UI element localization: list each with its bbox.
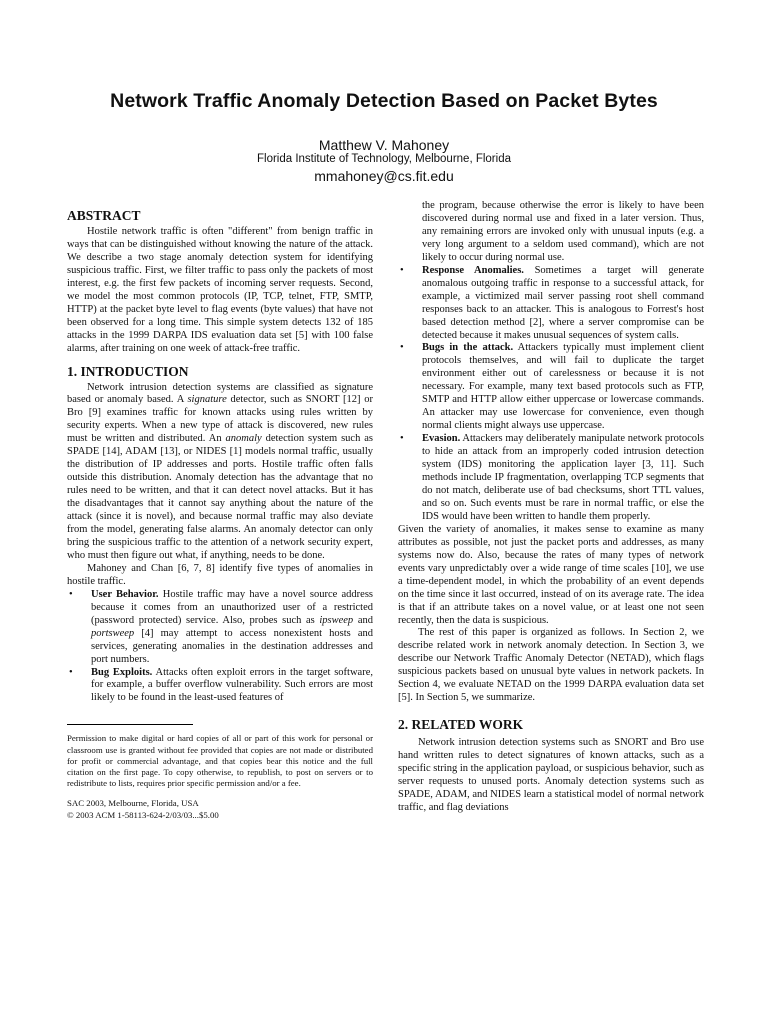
- bullet-icon: •: [400, 433, 404, 445]
- anomaly-types-list-continued: [398, 265, 704, 524]
- author-email: mmahoney@cs.fit.edu: [314, 168, 454, 184]
- anomaly-term: anomaly: [225, 433, 262, 445]
- introduction-heading: 1. INTRODUCTION: [67, 363, 189, 379]
- list-item: • Bugs in the attack. Attackers typically must implement client protocols themselves, and will fail to duplicate the target environment either out of carelessness or because it is not necessary. For example, many text based protocols such as FTP, SMTP and HTTP allow either uppercase or lowercase commands. An attacker may use lowercase for convenience, even though normal clients might always use uppercase.: [400, 342, 704, 432]
- list-item: • Bug Exploits. Attacks often exploit errors in the target software, for example, a buffer overflow vulnerability. Such errors are most likely to be found in the least-used features of: [69, 666, 373, 704]
- related-work-heading: 2. RELATED WORK: [398, 717, 524, 733]
- organization-paragraph: The rest of this paper is organized as follows. In Section 2, we describe related work in network anomaly detection. In Section 3, we describe our Network Traffic Anomaly Detector (NETAD), which flags suspicious packets based on unusual byte values in network packets. In Section 4, we evaluate NETAD on the 1999 DARPA evaluation data set [5]. In Section 5, we summarize.: [398, 627, 704, 704]
- introduction-paragraph-2: Mahoney and Chan [6, 7, 8] identify five types of anomalies in hostile traffic.: [67, 562, 373, 587]
- abstract-heading: ABSTRACT: [67, 208, 141, 223]
- author-affiliation: Florida Institute of Technology, Melbourne, Florida: [257, 153, 511, 165]
- bullet-icon: •: [69, 588, 73, 600]
- bullet-icon: •: [400, 264, 404, 276]
- list-item-title: Response Anomalies.: [422, 264, 524, 276]
- list-item: • Evasion. Attackers may deliberately manipulate network protocols to hide an attack from an improperly coded intrusion detection system (IDS) monitoring the application layer [3, 11]. Such methods include IP fragmentation, overlapping TCP segments that do not match, deliberate use of bad checksums, short TTL values, and so on. Such events must be rare in normal traffic, or else the IDS would have been written to handle them properly.: [400, 433, 704, 522]
- list-item-title: User Behavior.: [91, 588, 159, 600]
- footnote-divider: [67, 724, 193, 725]
- left-column: [67, 207, 373, 821]
- list-item-title: Bugs in the attack.: [422, 342, 514, 354]
- variety-paragraph: Given the variety of anomalies, it makes sense to examine as many attributes as possible, not just the packet ports and addresses, as many systems now do. Also, because the rates of many types of network events vary unpredictably over a wide range of time scales [10], we use a time-dependent model, in which the probability of an event depends on the time since it last occurred, instead of on its average rate. The idea is that if an attribute takes on a novel value, or at least one not seen recently, then the data is suspicious.: [398, 523, 704, 626]
- related-work-paragraph: Network intrusion detection systems such as SNORT and Bro use hand written rules to detect signatures of known attacks, such as a specific string in the application payload, or suspicious behavior, such as server requests to unused ports. Anomaly detection systems such as SPADE, ADAM, and NIDES learn a statistical model of normal network traffic, and flag deviations: [398, 737, 704, 813]
- list-item: • Response Anomalies. Sometimes a target will generate anomalous outgoing traffic in response to a successful attack, for example, a victimized mail server passing root shell command responses back to an attacker. This is analogous to Forrest's host based detection method [2], where a server compromise can be detected because it makes unusual sequences of system calls.: [400, 264, 704, 341]
- signature-term: signature: [187, 394, 227, 406]
- right-column: [398, 200, 704, 815]
- anomaly-types-list: [67, 589, 373, 706]
- abstract-text: Hostile network traffic is often "different" from benign traffic in ways that can be distinguished without knowing the nature of the attack. We describe a two stage anomaly detection system for identifying suspicious traffic. First, we filter traffic to pass only the packets of most interest, e.g. the first few packets of incoming server requests. Second, we model the most common protocols (IP, TCP, telnet, FTP, SMTP, HTTP) at the packet byte level to flag events (byte values) that have not been observed for a long time. This simple system detects 132 of 185 attacks in the 1999 DARPA IDS evaluation data set [5] with 100 false alarms, after training on one week of attack-free traffic.: [67, 226, 373, 354]
- copyright-notice: © 2003 ACM 1-58113-624-2/03/03...$5.00: [67, 809, 219, 820]
- conference-venue: SAC 2003, Melbourne, Florida, USA: [67, 798, 199, 809]
- permission-notice: Permission to make digital or hard copies of all or part of this work for personal or classroom use is granted without fee provided that copies are not made or distributed for profit or commercial advantage, and that copies bear this notice and the full citation on the first page. To copy otherwise, to republish, to post on servers or to redistribute to lists, requires prior specific permission and/or a fee.: [67, 733, 373, 789]
- bullet-icon: •: [69, 666, 73, 678]
- paper-title: Network Traffic Anomaly Detection Based on Packet Bytes: [110, 90, 658, 112]
- bullet-icon: •: [400, 342, 404, 354]
- continued-bullet-text: the program, because otherwise the error is likely to have been discovered during normal use and fixed in a later version. Thus, any remaining errors are invoked only with unusual inputs (e.g. a very long argument to a seldom used command), which are not likely to occur during normal use.: [422, 200, 704, 263]
- author-name: Matthew V. Mahoney: [318, 137, 450, 153]
- list-item: • User Behavior. Hostile traffic may have a novel source address because it comes from an unauthorized user of a restricted (password protected) service. Also, probes such as ipsweep and portsweep [4] may attempt to access nonexistent hosts and services, generating anomalies in the destination addresses and port numbers.: [69, 588, 373, 665]
- list-item-title: Bug Exploits.: [91, 666, 153, 678]
- introduction-paragraph-1: Network intrusion detection systems are classified as signature based or anomaly based. A signature detector, such as SNORT [12] or Bro [9] examines traffic for known attacks using rules written by security experts. When a new type of attack is discovered, new rules must be written and distributed. An anomaly detection system such as SPADE [14], ADAM [13], or NIDES [1] models normal traffic, usually the distribution of IP addresses and ports. Hostile traffic often falls outside this distribution. Anomaly detection has the advantage that no rules need to be written, and that it can detect novel attacks. But it has the disadvantages that it cannot say anything about the nature of the attack (since it is novel), and because normal traffic may also deviate from the model, generating false alarms. An anomaly detector can only bring the suspicious traffic to the attention of a network security expert, who must then figure out what, if anything, needs to be done.: [67, 381, 374, 561]
- list-item-title: Evasion.: [422, 433, 461, 445]
